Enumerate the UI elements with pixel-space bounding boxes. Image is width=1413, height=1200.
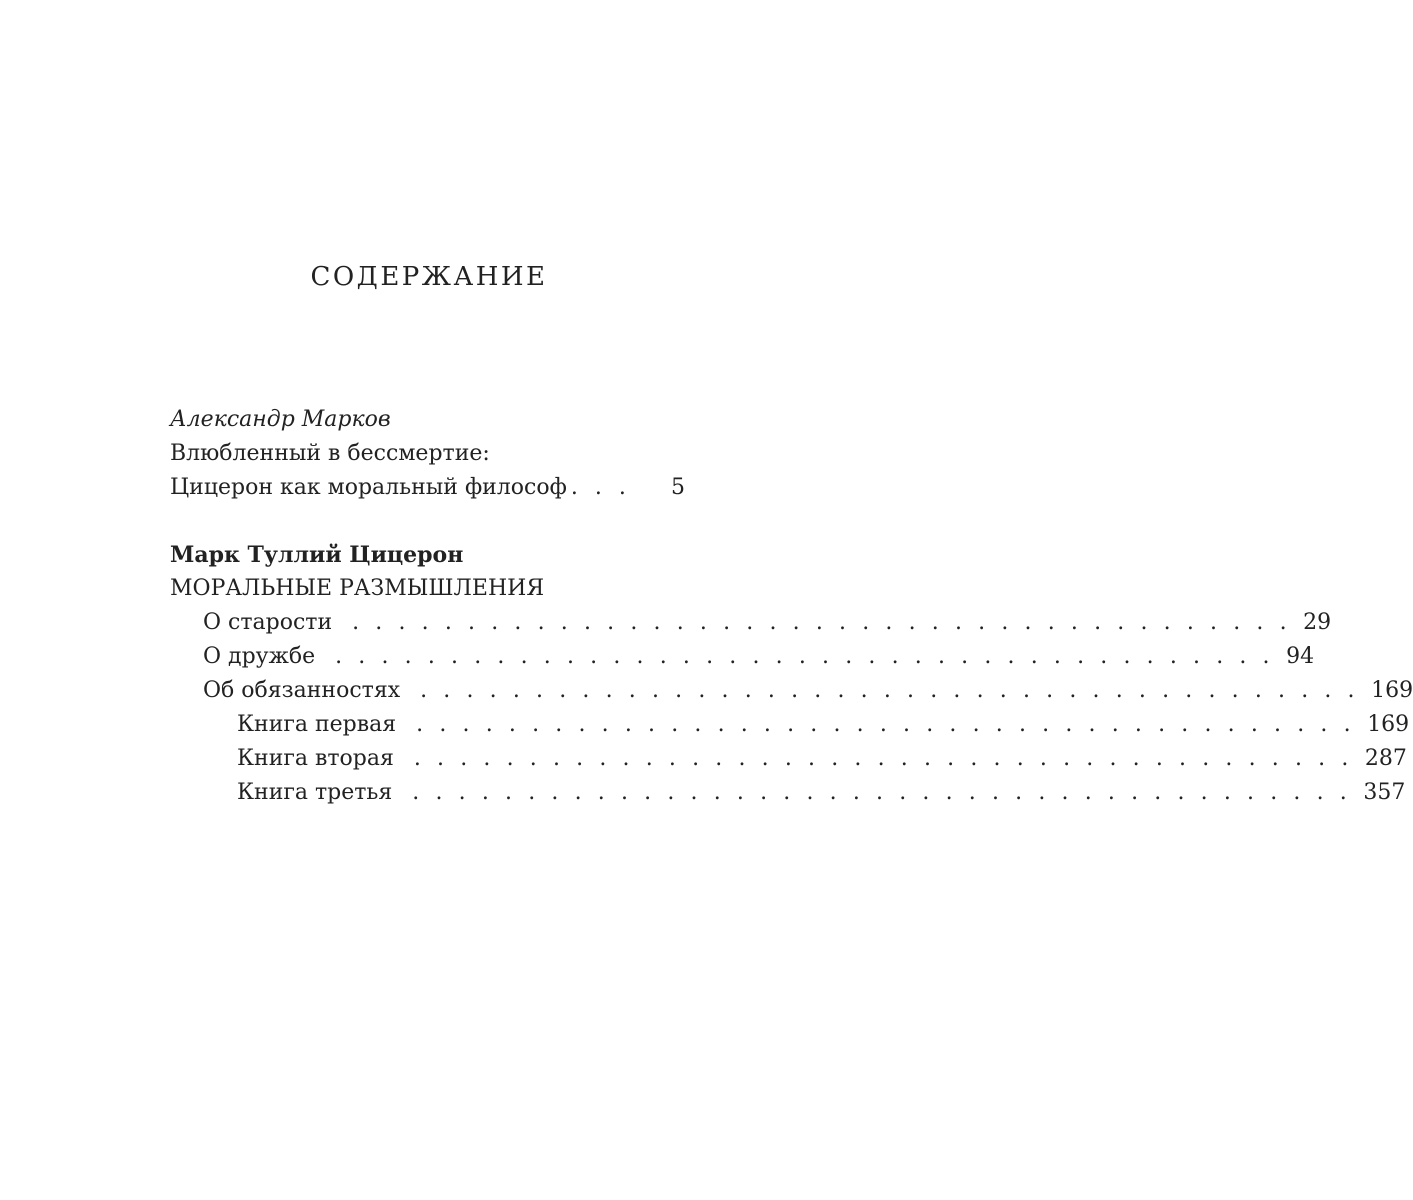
intro-author-text: Александр Марков: [170, 407, 391, 432]
main-author: [170, 538, 685, 572]
dot-leader: . . . . . . . . . . . . . . . . . . . . . . . . . . . . . . . . . . . . . . . . .: [413, 746, 1353, 771]
page-number: 29: [1303, 610, 1332, 635]
page-number: 5: [671, 475, 685, 500]
work-title: [170, 572, 685, 606]
page-number: 357: [1363, 780, 1406, 805]
toc-entry[interactable]: [170, 674, 1413, 708]
toc-entry[interactable]: [170, 606, 1332, 640]
dot-leader: . . . . . . . . . . . . . . . . . . . . . . . . . . . . . . . . . . . . . . . . .: [352, 610, 1292, 635]
dot-leader: . . . . . . . . . . . . . . . . . . . . . . . . . . . . . . . . . . . . . . . . .: [412, 780, 1352, 805]
toc-subentry[interactable]: [170, 708, 1410, 742]
dot-leader: . . . . . . . . . . . . . . . . . . . . . . . . . . . . . . . . . . . . . . . . .: [420, 678, 1360, 703]
table-of-contents: [170, 403, 1413, 810]
page-title: СОДЕРЖАНИЕ: [310, 262, 548, 292]
main-author-text: Марк Туллий Цицерон: [170, 542, 464, 568]
toc-entry-title: О дружбе: [203, 644, 316, 669]
dot-leader: . . . . . . . . . . . . . . . . . . . . . . . . . . . . . . . . . . . . . . . . .: [335, 644, 1275, 669]
page-number: 287: [1364, 746, 1407, 771]
toc-entry-title: Книга первая: [237, 712, 397, 737]
intro-title-line-1: [170, 437, 685, 471]
page-number: 169: [1371, 678, 1413, 703]
toc-entry-title: Об обязанностях: [203, 678, 401, 703]
toc-entry-title: Цицерон как моральный философ: [170, 475, 567, 500]
dot-leader: . . . . . . . . . . . . . . . . . . . . . . . . . . . . . . . . . . . . . . . . .: [416, 712, 1356, 737]
toc-entry[interactable]: [170, 640, 1315, 674]
dot-leader: . . .: [570, 475, 631, 500]
page-number: 169: [1367, 712, 1410, 737]
toc-entry-title: Книга вторая: [237, 746, 394, 771]
toc-subentry[interactable]: [170, 776, 1406, 810]
work-title-text: МОРАЛЬНЫЕ РАЗМЫШЛЕНИЯ: [170, 576, 545, 601]
toc-entry-intro[interactable]: [170, 471, 685, 505]
intro-author: [170, 403, 685, 437]
page-number: 94: [1286, 644, 1315, 669]
toc-entry-title: Книга третья: [237, 780, 393, 805]
toc-entry-title: О старости: [203, 610, 333, 635]
intro-title-text-1: Влюбленный в бессмертие:: [170, 441, 490, 466]
toc-subentry[interactable]: [170, 742, 1407, 776]
